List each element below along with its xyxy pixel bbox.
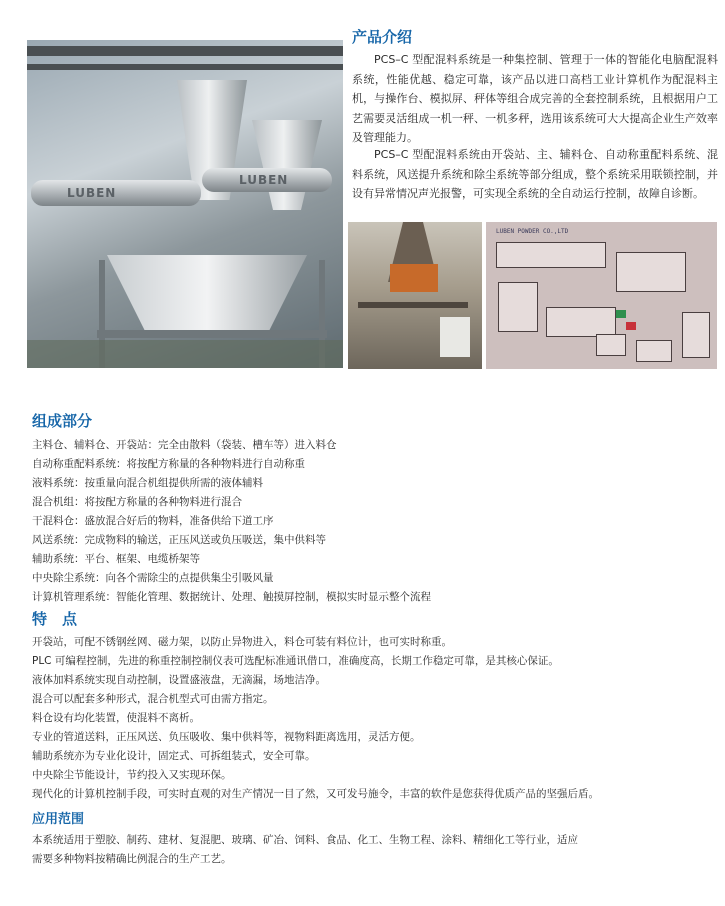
plant-photo	[348, 222, 482, 369]
screen-panel	[498, 282, 538, 332]
screen-panel	[596, 334, 626, 356]
feature-item: 辅助系统亦为专业化设计，固定式、可拆组装式，安全可靠。	[32, 750, 316, 762]
feature-item: 开袋站，可配不锈钢丝网、磁力架，以防止异物进入，料仓可装有料位计，也可实时称重。	[32, 636, 452, 648]
intro-title: 产品介绍	[352, 28, 413, 46]
component-item: 中央除尘系统：向各个需除尘的点提供集尘引吸风量	[32, 572, 274, 584]
component-item: 干混料仓：盛放混合好后的物料，准备供给下道工序	[32, 515, 274, 527]
component-item: 液料系统：按重量向混合机组提供所需的液体辅料	[32, 477, 263, 489]
applications-text: 需要多种物料按精确比例混合的生产工艺。	[32, 853, 232, 865]
luben-logo-right: LUBEN	[239, 173, 289, 187]
status-indicator	[616, 310, 626, 318]
component-item: 混合机组：将按配方称量的各种物料进行混合	[32, 496, 242, 508]
feature-item: 料仓设有均化装置，使混料不离析。	[32, 712, 200, 724]
control-screen-photo	[486, 222, 717, 369]
intro-paragraph-1: PCS–C 型配混料系统是一种集控制、管理于一体的智能化电脑配混料系统，性能优越、稳定可靠，该产品以进口高档工业计算机作为配混料主机，与操作台、模拟屏、秤体等组合成完善的全套控制系统，且根据用户工艺需要灵活组成一机一秤、一机多秤，选用该系统可大大提高企业生产效率及管理能力。	[352, 53, 718, 144]
features-title: 特 点	[32, 610, 78, 628]
screen-panel	[636, 340, 672, 362]
component-item: 辅助系统：平台、框架、电缆桥架等	[32, 553, 200, 565]
intro-paragraph-2: PCS–C 型配混料系统由开袋站、主、辅料仓、自动称重配料系统、混料系统，风送提升系统和除尘系统等部分组成，整个系统采用联锁控制，并设有异常情况声光报警，可实现全系统的全自动运行控制，故障自诊断。	[352, 148, 718, 200]
feature-item: 混合可以配套多种形式，混合机型式可由需方指定。	[32, 693, 274, 705]
feature-item: PLC 可编程控制，先进的称重控制控制仪表可选配标准通讯借口，准确度高，长期工作稳定可靠，是其核心保证。	[32, 655, 559, 667]
applications-title: 应用范围	[32, 812, 85, 827]
feature-item: 中央除尘节能设计，节约投入又实现环保。	[32, 769, 232, 781]
screen-header: LUBEN POWDER CO.,LTD	[496, 228, 569, 235]
status-indicator	[626, 322, 636, 330]
component-item: 风送系统：完成物料的输送，正压风送或负压吸送，集中供料等	[32, 534, 326, 546]
feature-item: 液体加料系统实现自动控制，设置盛液盘，无滴漏，场地洁净。	[32, 674, 326, 686]
components-title: 组成部分	[32, 412, 93, 430]
screen-panel	[496, 242, 606, 268]
luben-logo-left: LUBEN	[67, 186, 117, 200]
component-item: 计算机管理系统：智能化管理、数据统计、处理、触摸屏控制，模拟实时显示整个流程	[32, 591, 431, 603]
feature-item: 专业的管道送料，正压风送、负压吸收、集中供料等，视物料距离选用，灵活方便。	[32, 731, 421, 743]
feature-item: 现代化的计算机控制手段，可实时直观的对生产情况一目了然，又可发号施令，丰富的软件是您获得优质产品的坚强后盾。	[32, 788, 599, 800]
applications-text: 本系统适用于塑胶、制药、建材、复混肥、玻璃、矿冶、饲料、食品、化工、生物工程、涂料、精细化工等行业，适应	[32, 834, 578, 846]
component-item: 自动称重配料系统：将按配方称量的各种物料进行自动称重	[32, 458, 305, 470]
component-item: 主料仓、辅料仓、开袋站：完全由散料（袋装、槽车等）进入料仓	[32, 439, 337, 451]
screen-panel	[682, 312, 710, 358]
screen-panel	[616, 252, 686, 292]
screen-panel	[546, 307, 616, 337]
equipment-photo	[27, 40, 343, 368]
